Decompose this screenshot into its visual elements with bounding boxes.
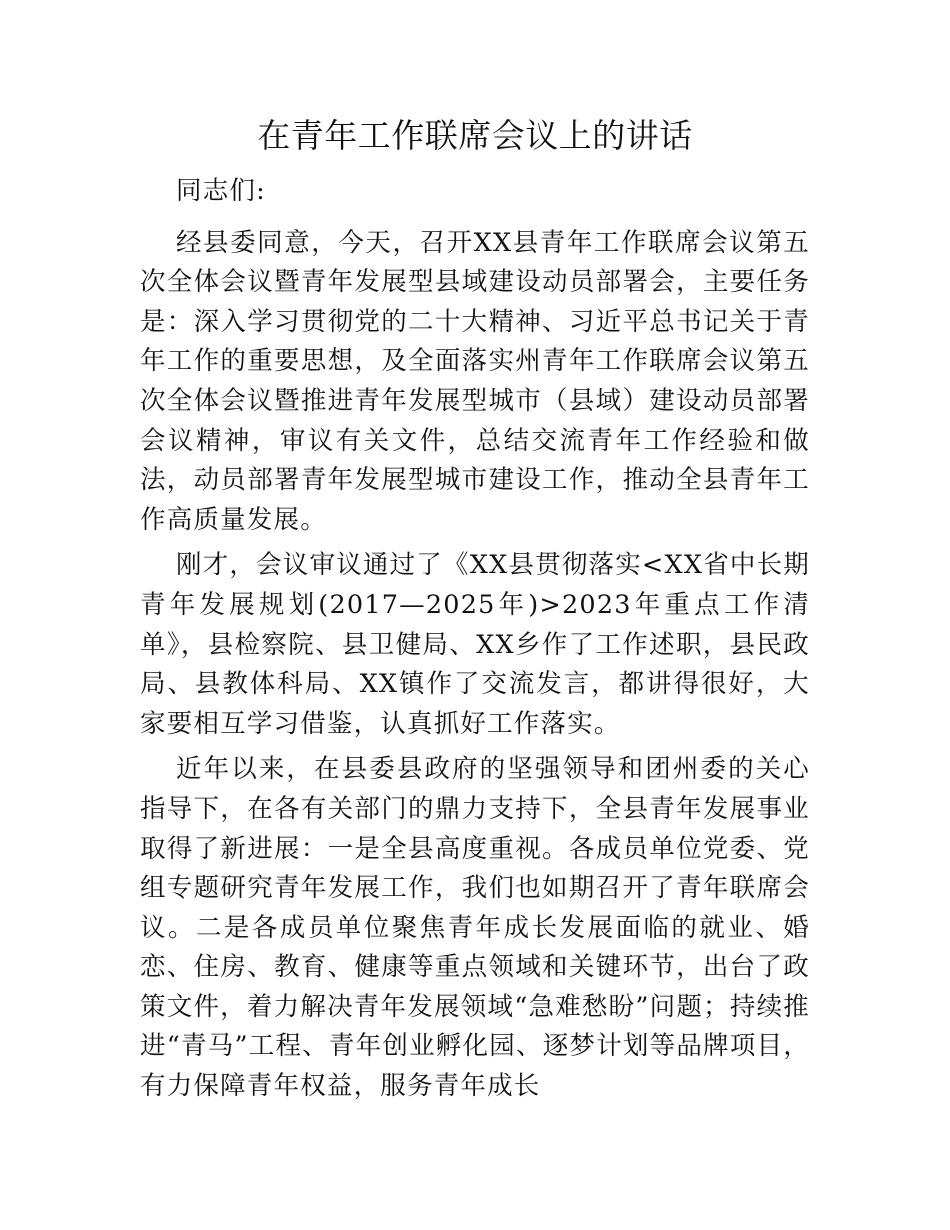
document-body	[140, 172, 810, 1113]
document-title: 在青年工作联席会议上的讲话	[257, 116, 693, 155]
paragraph-3: 近年以来，在县委县政府的坚强领导和团州委的关心指导下，在各有关部门的鼎力支持下，全县青年发展事业取得了新进展：一是全县高度重视。各成员单位党委、党组专题研究青年发展工作，我们也如期召开了青年联席会议。二是各成员单位聚焦青年成长发展面临的就业、婚恋、住房、教育、健康等重点领域和关键环节，出台了政策文件，着力解决青年发展领域“急难愁盼”问题；持续推进“青马”工程、青年创业孵化园、逐梦计划等品牌项目，有力保障青年权益，服务青年成长	[140, 754, 810, 1102]
paragraph-2: 刚才，会议审议通过了《XX县贯彻落实<XX省中长期青年发展规划(2017—2025年)>2023年重点工作清单》，县检察院、县卫健局、XX乡作了工作述职，县民政局、县教体科局、XX镇作了交流发言，都讲得很好，大家要相互学习借鉴，认真抓好工作落实。	[140, 550, 810, 739]
paragraph-1: 经县委同意，今天，召开XX县青年工作联席会议第五次全体会议暨青年发展型县域建设动员部署会，主要任务是：深入学习贯彻党的二十大精神、习近平总书记关于青年工作的重要思想，及全面落实州青年工作联席会议第五次全体会议暨推进青年发展型城市（县域）建设动员部署会议精神，审议有关文件，总结交流青年工作经验和做法，动员部署青年发展型城市建设工作，推动全县青年工作高质量发展。	[140, 227, 810, 535]
salutation: 同志们:	[176, 176, 266, 206]
